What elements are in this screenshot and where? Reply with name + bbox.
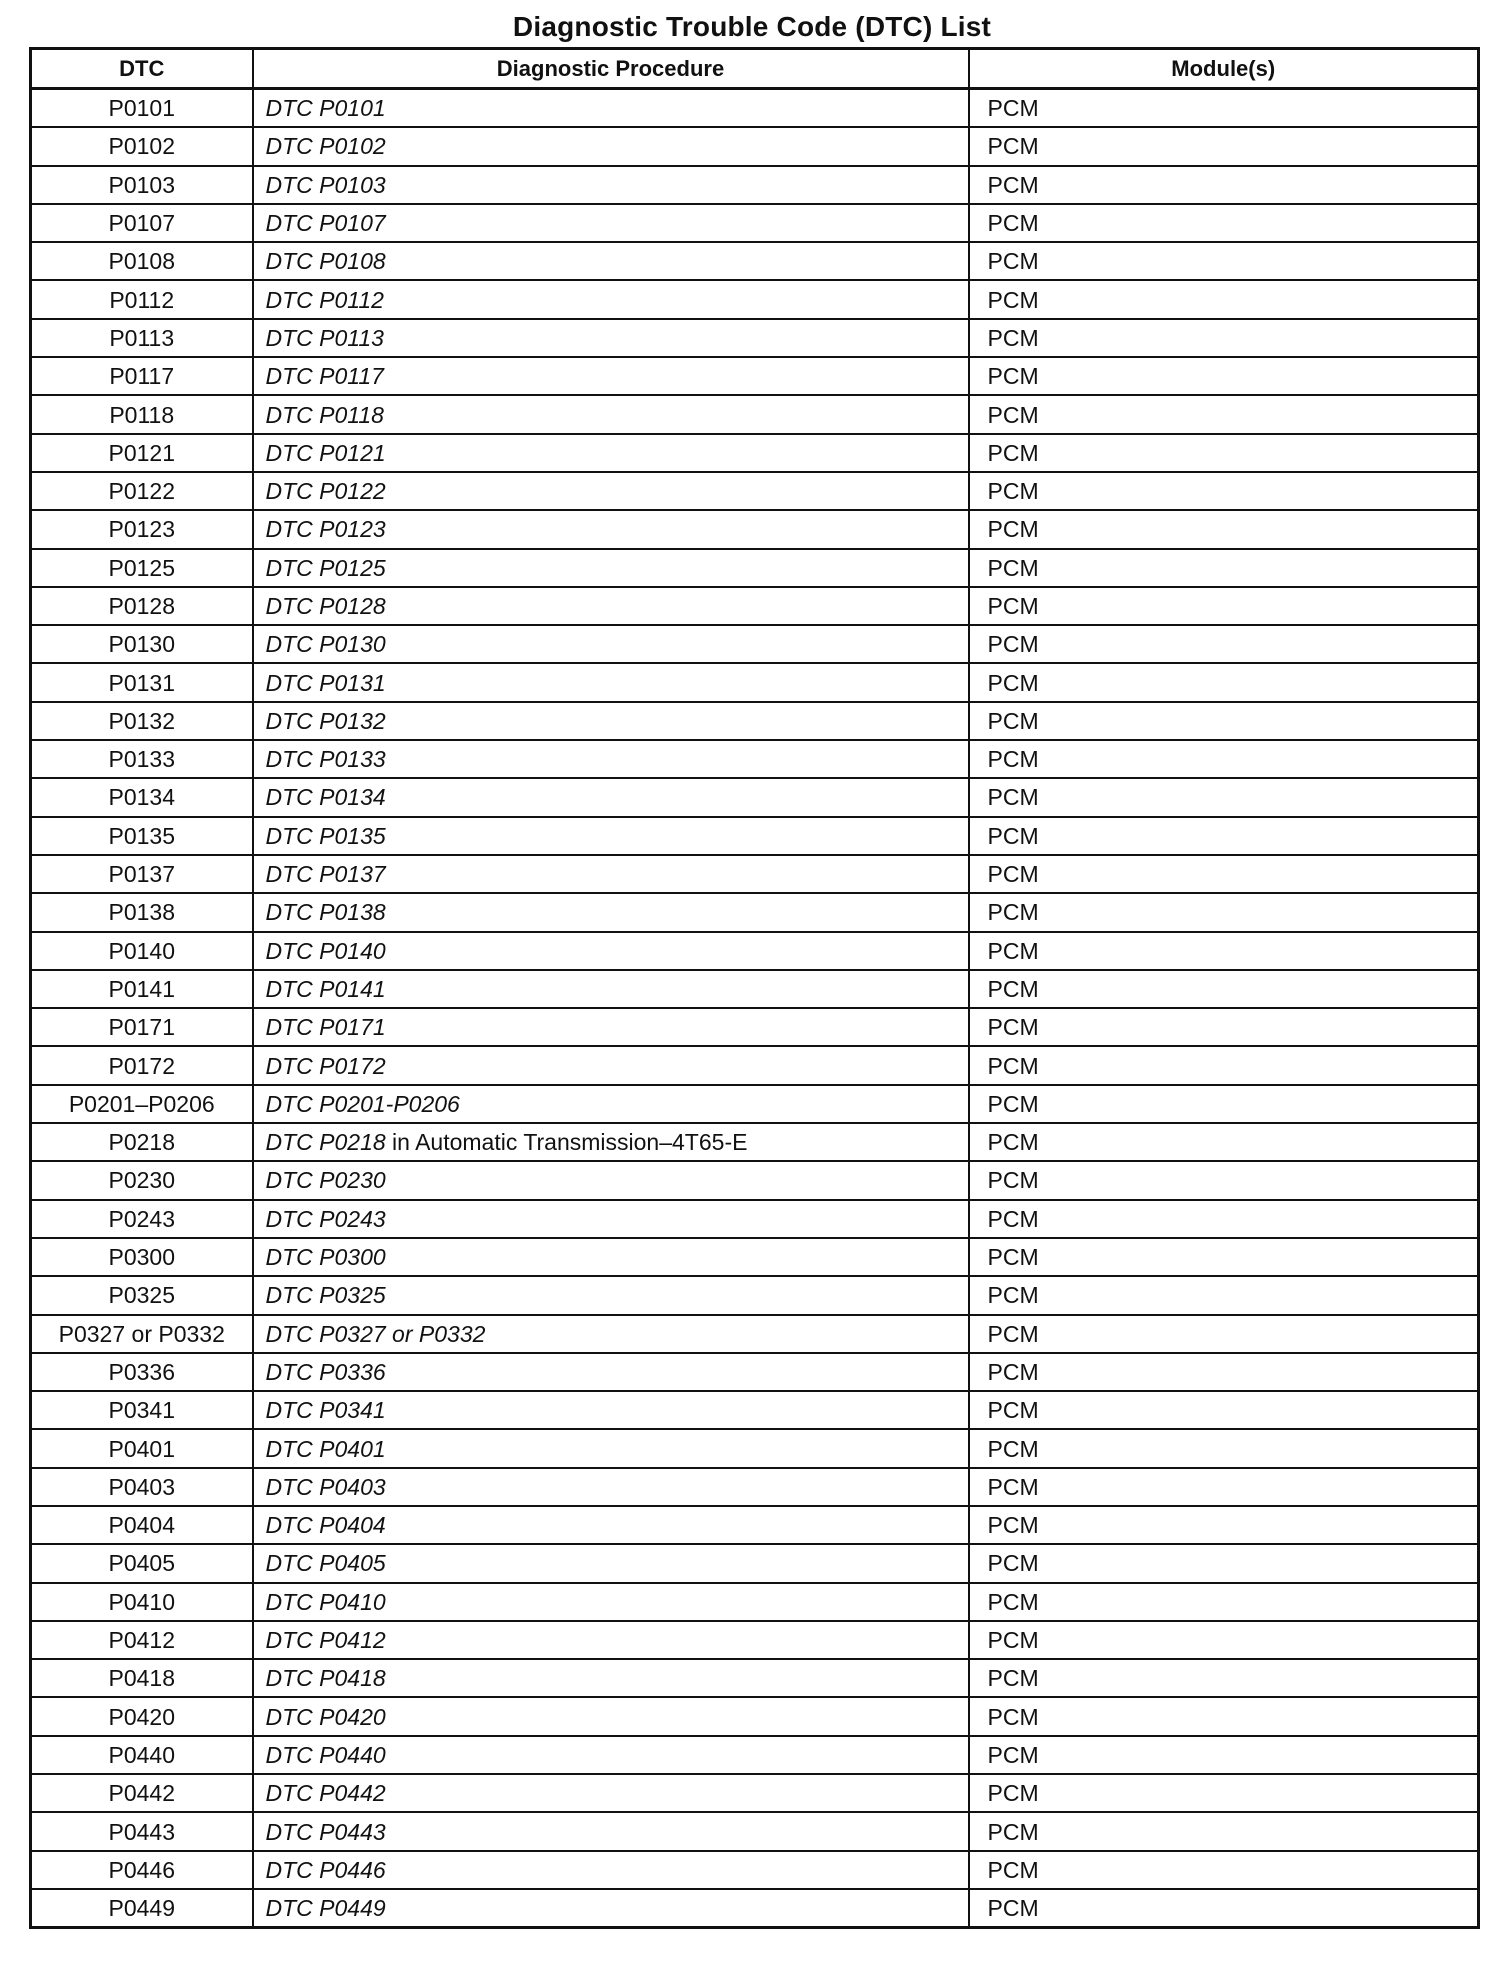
procedure-link-text: DTC P0107 — [265, 210, 386, 237]
table-row — [31, 855, 1479, 893]
module-cell: PCM — [969, 855, 1479, 893]
dtc-code-cell: P0123 — [31, 510, 253, 548]
module-cell: PCM — [969, 817, 1479, 855]
procedure-link-text: DTC P0102 — [265, 133, 386, 160]
table-row — [31, 1697, 1479, 1735]
procedure-link-text: DTC P0103 — [265, 171, 386, 198]
table-row — [31, 1506, 1479, 1544]
dtc-code-cell: P0325 — [31, 1276, 253, 1314]
table-row — [31, 472, 1479, 510]
table-row — [31, 1851, 1479, 1889]
table-row — [31, 280, 1479, 318]
procedure-link-text: DTC P0134 — [265, 784, 386, 811]
table-row — [31, 625, 1479, 663]
table-row — [31, 1238, 1479, 1276]
dtc-code-cell: P0130 — [31, 625, 253, 663]
procedure-link-text: DTC P0121 — [265, 439, 386, 466]
module-cell: PCM — [969, 1774, 1479, 1812]
module-cell: PCM — [969, 1200, 1479, 1238]
dtc-code-cell: P0341 — [31, 1391, 253, 1429]
diagnostic-procedure-cell — [253, 1851, 969, 1889]
diagnostic-procedure-cell — [253, 1697, 969, 1735]
dtc-table — [29, 47, 1480, 1929]
table-row — [31, 1889, 1479, 1928]
dtc-code-cell: P0140 — [31, 932, 253, 970]
diagnostic-procedure-cell — [253, 932, 969, 970]
header-diagnostic-procedure: Diagnostic Procedure — [253, 49, 969, 89]
table-row — [31, 1621, 1479, 1659]
module-cell: PCM — [969, 1889, 1479, 1928]
dtc-code-cell: P0336 — [31, 1353, 253, 1391]
table-row — [31, 1659, 1479, 1697]
procedure-link-text: DTC P0442 — [265, 1780, 386, 1807]
module-cell: PCM — [969, 663, 1479, 701]
table-row — [31, 1123, 1479, 1161]
dtc-code-cell: P0133 — [31, 740, 253, 778]
procedure-link-text: DTC P0412 — [265, 1627, 386, 1654]
dtc-code-cell: P0243 — [31, 1200, 253, 1238]
procedure-link-text: DTC P0132 — [265, 707, 386, 734]
diagnostic-procedure-cell — [253, 1008, 969, 1046]
dtc-code-cell: P0131 — [31, 663, 253, 701]
table-row — [31, 1276, 1479, 1314]
procedure-link-text: DTC P0325 — [265, 1282, 386, 1309]
procedure-link-text: DTC P0230 — [265, 1167, 386, 1194]
dtc-code-cell: P0218 — [31, 1123, 253, 1161]
procedure-link-text: DTC P0112 — [265, 286, 384, 313]
procedure-link-text: DTC P0401 — [265, 1435, 386, 1462]
dtc-code-cell: P0117 — [31, 357, 253, 395]
procedure-link-text: DTC P0243 — [265, 1205, 386, 1232]
module-cell: PCM — [969, 319, 1479, 357]
module-cell: PCM — [969, 127, 1479, 165]
table-row — [31, 663, 1479, 701]
table-body — [31, 89, 1479, 1928]
dtc-code-cell: P0449 — [31, 1889, 253, 1928]
dtc-code-cell: P0420 — [31, 1697, 253, 1735]
diagnostic-procedure-cell — [253, 587, 969, 625]
table-row — [31, 89, 1479, 128]
module-cell: PCM — [969, 1697, 1479, 1735]
diagnostic-procedure-cell — [253, 1659, 969, 1697]
module-cell: PCM — [969, 1161, 1479, 1199]
module-cell: PCM — [969, 1276, 1479, 1314]
table-row — [31, 1429, 1479, 1467]
procedure-link-text: DTC P0218 — [265, 1129, 386, 1156]
procedure-link-text: DTC P0418 — [265, 1665, 386, 1692]
procedure-link-text: DTC P0446 — [265, 1856, 386, 1883]
dtc-code-cell: P0113 — [31, 319, 253, 357]
dtc-code-cell: P0327 or P0332 — [31, 1315, 253, 1353]
table-row — [31, 1161, 1479, 1199]
module-cell: PCM — [969, 740, 1479, 778]
module-cell: PCM — [969, 1583, 1479, 1621]
table-row — [31, 778, 1479, 816]
diagnostic-procedure-cell — [253, 740, 969, 778]
table-row — [31, 434, 1479, 472]
procedure-link-text: DTC P0113 — [265, 324, 384, 351]
dtc-code-cell: P0230 — [31, 1161, 253, 1199]
table-row — [31, 893, 1479, 931]
diagnostic-procedure-cell — [253, 434, 969, 472]
diagnostic-procedure-cell — [253, 1621, 969, 1659]
module-cell: PCM — [969, 434, 1479, 472]
table-row — [31, 740, 1479, 778]
module-cell: PCM — [969, 1621, 1479, 1659]
diagnostic-procedure-cell — [253, 1391, 969, 1429]
procedure-link-text: DTC P0123 — [265, 516, 386, 543]
dtc-code-cell: P0410 — [31, 1583, 253, 1621]
diagnostic-procedure-cell — [253, 1583, 969, 1621]
module-cell: PCM — [969, 242, 1479, 280]
module-cell: PCM — [969, 1544, 1479, 1582]
dtc-code-cell: P0171 — [31, 1008, 253, 1046]
table-row — [31, 1315, 1479, 1353]
diagnostic-procedure-cell — [253, 1889, 969, 1928]
procedure-link-text: DTC P0137 — [265, 861, 386, 888]
module-cell: PCM — [969, 1429, 1479, 1467]
diagnostic-procedure-cell — [253, 395, 969, 433]
diagnostic-procedure-cell — [253, 817, 969, 855]
table-row — [31, 1046, 1479, 1084]
module-cell: PCM — [969, 778, 1479, 816]
module-cell: PCM — [969, 1851, 1479, 1889]
table-row — [31, 319, 1479, 357]
table-row — [31, 587, 1479, 625]
module-cell: PCM — [969, 625, 1479, 663]
procedure-link-text: DTC P0336 — [265, 1358, 386, 1385]
diagnostic-procedure-cell — [253, 970, 969, 1008]
diagnostic-procedure-cell — [253, 1353, 969, 1391]
module-cell: PCM — [969, 932, 1479, 970]
procedure-link-text: DTC P0171 — [265, 1014, 386, 1041]
procedure-link-text: DTC P0404 — [265, 1512, 386, 1539]
diagnostic-procedure-cell — [253, 1161, 969, 1199]
table-row — [31, 242, 1479, 280]
diagnostic-procedure-cell — [253, 204, 969, 242]
table-row — [31, 1008, 1479, 1046]
procedure-link-text: DTC P0443 — [265, 1818, 386, 1845]
module-cell: PCM — [969, 1468, 1479, 1506]
diagnostic-procedure-cell — [253, 1812, 969, 1850]
procedure-link-text: DTC P0101 — [265, 95, 386, 122]
table-row — [31, 1544, 1479, 1582]
table-row — [31, 127, 1479, 165]
diagnostic-procedure-cell — [253, 1315, 969, 1353]
module-cell: PCM — [969, 1659, 1479, 1697]
module-cell: PCM — [969, 1353, 1479, 1391]
procedure-link-text: DTC P0138 — [265, 899, 386, 926]
dtc-code-cell: P0132 — [31, 702, 253, 740]
table-row — [31, 817, 1479, 855]
module-cell: PCM — [969, 1812, 1479, 1850]
module-cell: PCM — [969, 395, 1479, 433]
dtc-code-cell: P0401 — [31, 1429, 253, 1467]
procedure-link-text: DTC P0410 — [265, 1588, 386, 1615]
diagnostic-procedure-cell — [253, 510, 969, 548]
dtc-code-cell: P0135 — [31, 817, 253, 855]
module-cell: PCM — [969, 893, 1479, 931]
dtc-code-cell: P0404 — [31, 1506, 253, 1544]
module-cell: PCM — [969, 1238, 1479, 1276]
table-row — [31, 932, 1479, 970]
module-cell: PCM — [969, 970, 1479, 1008]
procedure-link-text: DTC P0140 — [265, 937, 386, 964]
dtc-code-cell: P0107 — [31, 204, 253, 242]
diagnostic-procedure-cell — [253, 663, 969, 701]
procedure-link-text: DTC P0128 — [265, 593, 386, 619]
module-cell: PCM — [969, 204, 1479, 242]
table-row — [31, 1391, 1479, 1429]
procedure-link-text: DTC P0420 — [265, 1703, 386, 1730]
diagnostic-procedure-cell — [253, 1123, 969, 1161]
procedure-link-text: DTC P0300 — [265, 1244, 386, 1271]
module-cell: PCM — [969, 702, 1479, 740]
procedure-link-text: DTC P0117 — [265, 363, 384, 390]
table-row — [31, 970, 1479, 1008]
dtc-code-cell: P0440 — [31, 1736, 253, 1774]
procedure-link-text: DTC P0141 — [265, 975, 386, 1002]
dtc-code-cell: P0103 — [31, 166, 253, 204]
module-cell: PCM — [969, 549, 1479, 587]
diagnostic-procedure-cell — [253, 1046, 969, 1084]
table-row — [31, 1774, 1479, 1812]
diagnostic-procedure-cell — [253, 242, 969, 280]
diagnostic-procedure-cell — [253, 319, 969, 357]
module-cell: PCM — [969, 510, 1479, 548]
table-row — [31, 702, 1479, 740]
dtc-code-cell: P0112 — [31, 280, 253, 318]
diagnostic-procedure-cell — [253, 855, 969, 893]
module-cell: PCM — [969, 1506, 1479, 1544]
procedure-link-text: DTC P0122 — [265, 478, 386, 505]
table-row — [31, 1812, 1479, 1850]
dtc-code-cell: P0128 — [31, 587, 253, 625]
dtc-code-cell: P0405 — [31, 1544, 253, 1582]
diagnostic-procedure-cell — [253, 472, 969, 510]
procedure-link-text: DTC P0440 — [265, 1741, 386, 1768]
table-row — [31, 395, 1479, 433]
diagnostic-procedure-cell — [253, 1200, 969, 1238]
diagnostic-procedure-cell — [253, 549, 969, 587]
module-cell: PCM — [969, 357, 1479, 395]
procedure-link-text: DTC P0341 — [265, 1397, 386, 1424]
diagnostic-procedure-cell — [253, 702, 969, 740]
diagnostic-procedure-cell — [253, 1544, 969, 1582]
procedure-link-text: DTC P0405 — [265, 1550, 386, 1577]
header-dtc: DTC — [31, 49, 253, 89]
dtc-code-cell: P0412 — [31, 1621, 253, 1659]
table-header — [31, 49, 1479, 89]
diagnostic-procedure-cell — [253, 89, 969, 128]
diagnostic-procedure-cell — [253, 280, 969, 318]
procedure-link-text: DTC P0125 — [265, 554, 386, 581]
module-cell: PCM — [969, 1315, 1479, 1353]
procedure-link-text: DTC P0172 — [265, 1052, 386, 1079]
dtc-code-cell: P0138 — [31, 893, 253, 931]
module-cell: PCM — [969, 166, 1479, 204]
procedure-link-text: DTC P0449 — [265, 1895, 386, 1922]
page-title: Diagnostic Trouble Code (DTC) List — [512, 11, 992, 42]
module-cell: PCM — [969, 472, 1479, 510]
table-row — [31, 549, 1479, 587]
procedure-link-text: DTC P0135 — [265, 822, 386, 849]
dtc-code-cell: P0134 — [31, 778, 253, 816]
diagnostic-procedure-cell — [253, 1736, 969, 1774]
module-cell: PCM — [969, 587, 1479, 625]
diagnostic-procedure-cell — [253, 778, 969, 816]
procedure-link-text: DTC P0130 — [265, 631, 386, 658]
dtc-code-cell: P0108 — [31, 242, 253, 280]
dtc-code-cell: P0122 — [31, 472, 253, 510]
diagnostic-procedure-cell — [253, 166, 969, 204]
dtc-code-cell: P0137 — [31, 855, 253, 893]
dtc-code-cell: P0418 — [31, 1659, 253, 1697]
module-cell: PCM — [969, 1123, 1479, 1161]
table-row — [31, 510, 1479, 548]
diagnostic-procedure-cell — [253, 127, 969, 165]
table-row — [31, 1583, 1479, 1621]
dtc-code-cell: P0403 — [31, 1468, 253, 1506]
procedure-link-text: DTC P0118 — [265, 401, 384, 428]
header-row — [31, 49, 1479, 89]
dtc-code-cell: P0300 — [31, 1238, 253, 1276]
dtc-code-cell: P0443 — [31, 1812, 253, 1850]
procedure-link-text: DTC P0108 — [265, 248, 386, 275]
module-cell: PCM — [969, 89, 1479, 128]
dtc-code-cell: P0172 — [31, 1046, 253, 1084]
module-cell: PCM — [969, 1008, 1479, 1046]
diagnostic-procedure-cell — [253, 1468, 969, 1506]
dtc-code-cell: P0125 — [31, 549, 253, 587]
diagnostic-procedure-cell — [253, 1238, 969, 1276]
diagnostic-procedure-cell — [253, 1429, 969, 1467]
diagnostic-procedure-cell — [253, 1506, 969, 1544]
table-row — [31, 204, 1479, 242]
diagnostic-procedure-cell — [253, 1276, 969, 1314]
module-cell: PCM — [969, 1736, 1479, 1774]
table-row — [31, 166, 1479, 204]
table-row — [31, 1468, 1479, 1506]
procedure-link-text: DTC P0327 or P0332 — [265, 1320, 486, 1347]
module-cell: PCM — [969, 1391, 1479, 1429]
dtc-code-cell: P0442 — [31, 1774, 253, 1812]
module-cell: PCM — [969, 1046, 1479, 1084]
procedure-link-text: DTC P0131 — [265, 669, 386, 696]
diagnostic-procedure-cell — [253, 1774, 969, 1812]
procedure-link-text: DTC P0201-P0206 — [265, 1090, 460, 1117]
procedure-suffix-text: in Automatic Transmission–4T65-E — [385, 1129, 748, 1156]
header-modules: Module(s) — [969, 49, 1479, 89]
module-cell: PCM — [969, 280, 1479, 318]
diagnostic-procedure-cell — [253, 625, 969, 663]
table-row — [31, 1353, 1479, 1391]
table-row — [31, 1200, 1479, 1238]
procedure-link-text: DTC P0133 — [265, 746, 386, 773]
dtc-code-cell: P0121 — [31, 434, 253, 472]
dtc-code-cell: P0141 — [31, 970, 253, 1008]
table-row — [31, 357, 1479, 395]
dtc-code-cell: P0201–P0206 — [31, 1085, 253, 1123]
table-row — [31, 1085, 1479, 1123]
diagnostic-procedure-cell — [253, 893, 969, 931]
dtc-code-cell: P0446 — [31, 1851, 253, 1889]
diagnostic-procedure-cell — [253, 1085, 969, 1123]
dtc-code-cell: P0102 — [31, 127, 253, 165]
dtc-code-cell: P0101 — [31, 89, 253, 128]
procedure-link-text: DTC P0403 — [265, 1473, 386, 1500]
diagnostic-procedure-cell — [253, 357, 969, 395]
table-row — [31, 1736, 1479, 1774]
dtc-code-cell: P0118 — [31, 395, 253, 433]
module-cell: PCM — [969, 1085, 1479, 1123]
